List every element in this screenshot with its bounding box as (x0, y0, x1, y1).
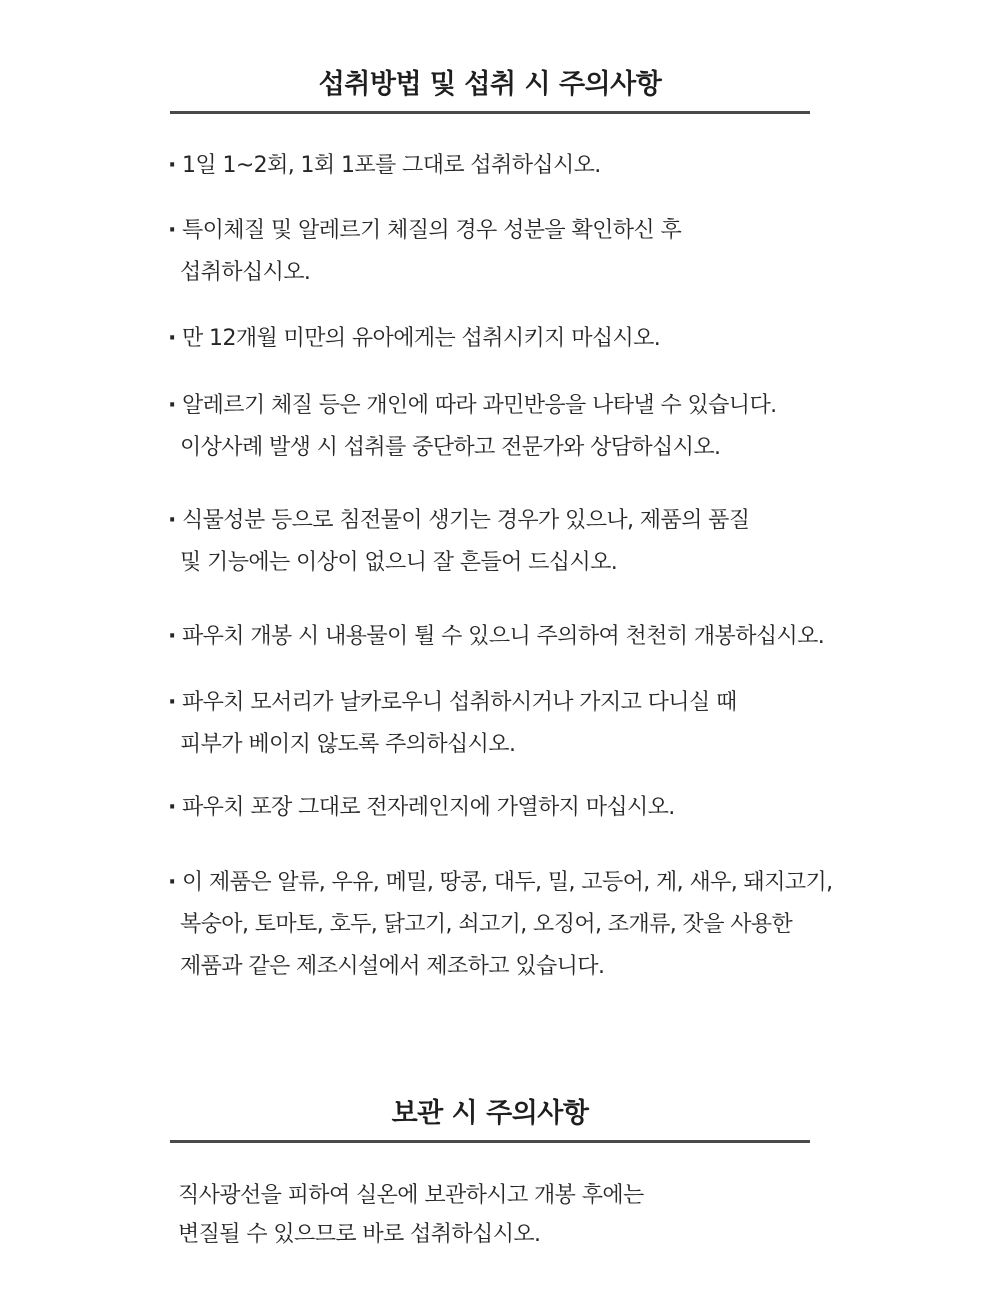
bullet-dot: · (168, 153, 176, 178)
intake-item-text: 파우치 모서리가 날카로우니 섭취하시거나 가지고 다니실 때 (182, 690, 737, 715)
bullet-dot: · (168, 795, 176, 820)
intake-item-4 (168, 385, 968, 469)
intake-item-6 (168, 616, 968, 658)
storage-text-line: 직사광선을 피하여 실온에 보관하시고 개봉 후에는 (178, 1183, 644, 1208)
bullet-dot: · (168, 326, 176, 351)
intake-item-text: 이 제품은 알류, 우유, 메밀, 땅콩, 대두, 밀, 고등어, 게, 새우, 돼지고기, (182, 870, 833, 895)
intake-item-2 (168, 210, 968, 294)
bullet-dot: · (168, 870, 176, 895)
intake-item-text: 특이체질 및 알레르기 체질의 경우 성분을 확인하신 후 (182, 218, 682, 243)
intake-item-text: 알레르기 체질 등은 개인에 따라 과민반응을 나타낼 수 있습니다. (182, 393, 777, 418)
intake-item-9 (168, 862, 968, 988)
bullet-dot: · (168, 624, 176, 649)
intake-item-text: 1일 1~2회, 1회 1포를 그대로 섭취하십시오. (182, 153, 601, 178)
storage-text-line: 변질될 수 있으므로 바로 섭취하십시오. (178, 1222, 541, 1247)
intake-title: 섭취방법 및 섭취 시 주의사항 (318, 69, 662, 100)
intake-item-3 (168, 318, 968, 360)
intake-item-text: 섭취하십시오. (180, 260, 311, 285)
intake-item-text: 파우치 개봉 시 내용물이 튈 수 있으니 주의하여 천천히 개봉하십시오. (182, 624, 825, 649)
intake-title-divider (170, 111, 810, 114)
intake-item-1 (168, 145, 968, 187)
intake-item-text: 식물성분 등으로 침전물이 생기는 경우가 있으나, 제품의 품질 (182, 508, 750, 533)
storage-text (178, 1176, 938, 1254)
bullet-dot: · (168, 393, 176, 418)
storage-title-divider (170, 1140, 810, 1143)
intake-item-text: 파우치 포장 그대로 전자레인지에 가열하지 마십시오. (182, 795, 675, 820)
bullet-dot: · (168, 690, 176, 715)
intake-item-5 (168, 500, 968, 584)
intake-item-text: 피부가 베이지 않도록 주의하십시오. (180, 732, 516, 757)
bullet-dot: · (168, 508, 176, 533)
bullet-dot: · (168, 218, 176, 243)
intake-item-7 (168, 682, 968, 766)
intake-item-text: 복숭아, 토마토, 호두, 닭고기, 쇠고기, 오징어, 조개류, 잣을 사용한 (180, 912, 793, 937)
intake-item-text: 만 12개월 미만의 유아에게는 섭취시키지 마십시오. (182, 326, 661, 351)
intake-item-text: 및 기능에는 이상이 없으니 잘 흔들어 드십시오. (180, 550, 618, 575)
intake-item-8 (168, 787, 968, 829)
storage-title: 보관 시 주의사항 (391, 1098, 589, 1129)
intake-item-text: 제품과 같은 제조시설에서 제조하고 있습니다. (180, 954, 605, 979)
intake-item-text: 이상사례 발생 시 섭취를 중단하고 전문가와 상담하십시오. (180, 435, 721, 460)
